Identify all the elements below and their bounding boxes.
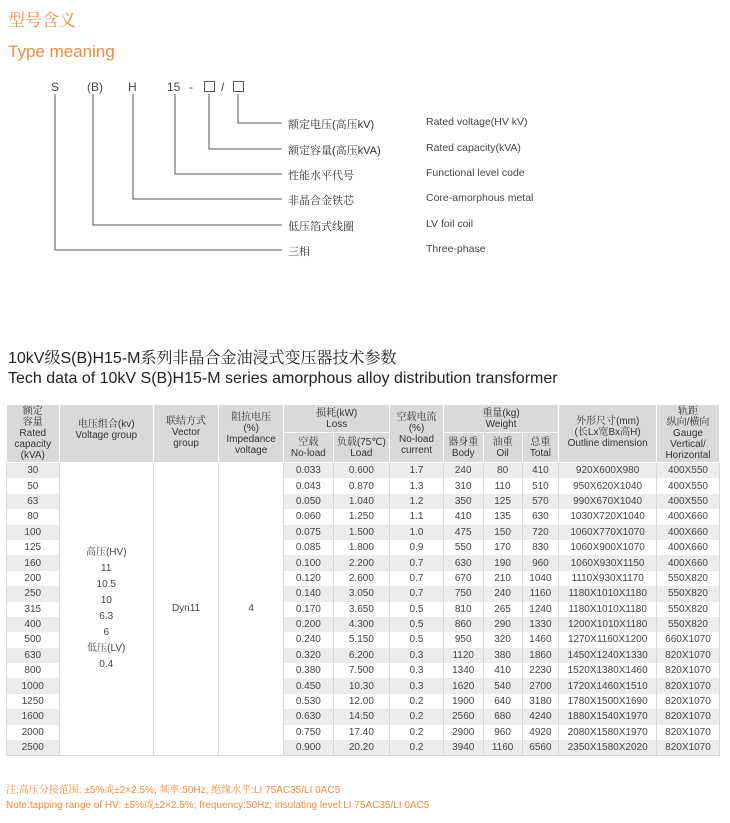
cell-noload-current: 0.5 [390, 602, 444, 617]
desc-en-rated-capacity: Rated capacity(kVA) [426, 142, 521, 154]
cell-oil-weight: 125 [483, 494, 522, 509]
desc-cn-level-code: 性能水平代号 [288, 170, 354, 182]
cell-noload-loss: 0.075 [284, 525, 333, 540]
cell-gauge: 550X820 [656, 571, 719, 586]
cell-outline-dimension: 1030X720X1040 [559, 509, 657, 524]
cell-body-weight: 1340 [443, 663, 483, 678]
cell-load-loss: 4.300 [333, 617, 390, 632]
cell-gauge: 400X550 [656, 494, 719, 509]
type-meaning-leader-lines [0, 0, 730, 270]
cell-outline-dimension: 2080X1580X1970 [559, 725, 657, 740]
desc-en-foil-coil: LV foil coil [426, 218, 474, 230]
cell-gauge: 820X1070 [656, 725, 719, 740]
cell-total-weight: 1860 [522, 648, 559, 663]
cell-total-weight: 1160 [522, 586, 559, 601]
cell-total-weight: 1240 [522, 602, 559, 617]
cell-noload-loss: 0.900 [284, 740, 333, 756]
desc-cn-foil-coil: 低压箔式线圈 [288, 221, 354, 233]
header-body-weight: 器身重 Body [443, 433, 483, 463]
impedance-cell: 4 [219, 463, 284, 756]
cell-outline-dimension: 1110X930X1170 [559, 571, 657, 586]
cell-noload-loss: 0.033 [284, 463, 333, 479]
voltage-group-item: 10.5 [96, 579, 116, 591]
cell-total-weight: 720 [522, 525, 559, 540]
cell-body-weight: 550 [443, 540, 483, 555]
cell-capacity: 125 [7, 540, 60, 555]
cell-noload-loss: 0.380 [284, 663, 333, 678]
cell-noload-loss: 0.043 [284, 478, 333, 493]
cell-noload-current: 0.7 [390, 555, 444, 570]
cell-total-weight: 1460 [522, 632, 559, 647]
cell-gauge: 820X1070 [656, 663, 719, 678]
cell-capacity: 630 [7, 648, 60, 663]
cell-noload-current: 0.3 [390, 663, 444, 678]
header-weight: 重量(kg) Weight [443, 405, 559, 433]
cell-outline-dimension: 1270X1160X1200 [559, 632, 657, 647]
cell-noload-current: 0.2 [390, 709, 444, 724]
cell-oil-weight: 265 [483, 602, 522, 617]
cell-outline-dimension: 1060X900X1070 [559, 540, 657, 555]
cell-capacity: 1250 [7, 694, 60, 709]
cell-noload-loss: 0.320 [284, 648, 333, 663]
tech-title-en: Tech data of 10kV S(B)H15-M series amorphous alloy distribution transformer [8, 370, 558, 387]
cell-outline-dimension: 1180X1010X1180 [559, 602, 657, 617]
cell-load-loss: 10.30 [333, 678, 390, 693]
cell-noload-loss: 0.100 [284, 555, 333, 570]
cell-outline-dimension: 1880X1540X1970 [559, 709, 657, 724]
cell-body-weight: 240 [443, 463, 483, 479]
cell-capacity: 30 [7, 463, 60, 479]
cell-oil-weight: 960 [483, 725, 522, 740]
cell-noload-loss: 0.450 [284, 678, 333, 693]
cell-oil-weight: 680 [483, 709, 522, 724]
cell-noload-loss: 0.085 [284, 540, 333, 555]
cell-noload-current: 0.2 [390, 740, 444, 756]
cell-total-weight: 570 [522, 494, 559, 509]
code-dash: - [189, 80, 193, 94]
cell-noload-current: 0.5 [390, 617, 444, 632]
cell-body-weight: 810 [443, 602, 483, 617]
cell-load-loss: 17.40 [333, 725, 390, 740]
cell-total-weight: 6560 [522, 740, 559, 756]
cell-gauge: 550X820 [656, 602, 719, 617]
header-gauge: 轨距 纵向/横向 Gauge Vertical/ Horizontal [656, 405, 719, 463]
cell-oil-weight: 410 [483, 663, 522, 678]
voltage-group-item: 0.4 [99, 659, 114, 671]
cell-total-weight: 4920 [522, 725, 559, 740]
desc-cn-core: 非晶合金铁芯 [288, 195, 354, 207]
code-15: 15 [167, 80, 181, 94]
cell-gauge: 660X1070 [656, 632, 719, 647]
cell-oil-weight: 150 [483, 525, 522, 540]
cell-load-loss: 0.600 [333, 463, 390, 479]
cell-outline-dimension: 1720X1460X1510 [559, 678, 657, 693]
cell-load-loss: 12.00 [333, 694, 390, 709]
cell-capacity: 1000 [7, 678, 60, 693]
cell-noload-loss: 0.630 [284, 709, 333, 724]
cell-capacity: 100 [7, 525, 60, 540]
note-en: Note:tapping range of HV: ±5%或±2×2.5%; frequency:50Hz; insulating level:LI 75AC35/LI 0AC5 [6, 800, 430, 811]
cell-total-weight: 630 [522, 509, 559, 524]
cell-gauge: 820X1070 [656, 648, 719, 663]
cell-outline-dimension: 950X620X1040 [559, 478, 657, 493]
cell-oil-weight: 1160 [483, 740, 522, 756]
voltage-group-item: 10 [100, 595, 112, 607]
cell-capacity: 800 [7, 663, 60, 678]
desc-cn-three-phase: 三相 [288, 246, 310, 258]
cell-outline-dimension: 1450X1240X1330 [559, 648, 657, 663]
cell-noload-current: 0.7 [390, 571, 444, 586]
voltage-group-item: 6 [103, 627, 110, 639]
cell-noload-loss: 0.170 [284, 602, 333, 617]
table-row [7, 463, 720, 479]
cell-total-weight: 2700 [522, 678, 559, 693]
cell-total-weight: 510 [522, 478, 559, 493]
cell-capacity: 1600 [7, 709, 60, 724]
desc-en-level-code: Functional level code [426, 167, 525, 179]
cell-body-weight: 350 [443, 494, 483, 509]
cell-oil-weight: 240 [483, 586, 522, 601]
cell-outline-dimension: 1780X1500X1690 [559, 694, 657, 709]
cell-capacity: 200 [7, 571, 60, 586]
desc-cn-rated-capacity: 额定容量(高压kVA) [288, 145, 381, 157]
tech-table-body [7, 463, 720, 756]
code-slash: / [221, 80, 225, 94]
cell-gauge: 400X660 [656, 509, 719, 524]
cell-load-loss: 3.650 [333, 602, 390, 617]
desc-en-three-phase: Three-phase [426, 243, 486, 255]
cell-oil-weight: 640 [483, 694, 522, 709]
cell-oil-weight: 290 [483, 617, 522, 632]
cell-body-weight: 1620 [443, 678, 483, 693]
vector-group-cell: Dyn11 [154, 463, 219, 756]
cell-outline-dimension: 1060X930X1150 [559, 555, 657, 570]
header-outline-dimension: 外形尺寸(mm) (长Lx宽Bx高H) Outline dimension [559, 405, 657, 463]
cell-load-loss: 1.800 [333, 540, 390, 555]
cell-total-weight: 2230 [522, 663, 559, 678]
cell-outline-dimension: 1180X1010X1180 [559, 586, 657, 601]
cell-oil-weight: 380 [483, 648, 522, 663]
cell-body-weight: 750 [443, 586, 483, 601]
cell-noload-current: 0.3 [390, 648, 444, 663]
cell-load-loss: 2.600 [333, 571, 390, 586]
voltage-group-item: 低压(LV) [87, 643, 126, 655]
cell-gauge: 820X1070 [656, 740, 719, 756]
cell-body-weight: 1900 [443, 694, 483, 709]
cell-noload-current: 0.7 [390, 586, 444, 601]
cell-oil-weight: 80 [483, 463, 522, 479]
note-cn: 注:高压分接范围: ±5%或±2×2.5%; 频率:50Hz; 绝缘水平:LI 75AC35/LI 0AC5 [6, 785, 341, 796]
cell-noload-current: 1.3 [390, 478, 444, 493]
cell-noload-current: 1.2 [390, 494, 444, 509]
cell-load-loss: 6.200 [333, 648, 390, 663]
cell-body-weight: 410 [443, 509, 483, 524]
cell-outline-dimension: 2350X1580X2020 [559, 740, 657, 756]
cell-gauge: 820X1070 [656, 709, 719, 724]
cell-gauge: 400X660 [656, 525, 719, 540]
cell-load-loss: 2.200 [333, 555, 390, 570]
cell-capacity: 80 [7, 509, 60, 524]
cell-load-loss: 3.050 [333, 586, 390, 601]
cell-outline-dimension: 920X600X980 [559, 463, 657, 479]
cell-noload-current: 1.0 [390, 525, 444, 540]
desc-en-rated-voltage: Rated voltage(HV kV) [426, 116, 528, 128]
cell-gauge: 820X1070 [656, 678, 719, 693]
cell-noload-current: 0.5 [390, 632, 444, 647]
voltage-group-item: 高压(HV) [85, 547, 127, 559]
cell-capacity: 2000 [7, 725, 60, 740]
cell-load-loss: 5.150 [333, 632, 390, 647]
cell-total-weight: 960 [522, 555, 559, 570]
cell-total-weight: 830 [522, 540, 559, 555]
cell-noload-loss: 0.140 [284, 586, 333, 601]
cell-load-loss: 20.20 [333, 740, 390, 756]
cell-gauge: 400X550 [656, 478, 719, 493]
cell-gauge: 400X660 [656, 555, 719, 570]
cell-noload-current: 0.9 [390, 540, 444, 555]
cell-body-weight: 475 [443, 525, 483, 540]
cell-noload-current: 0.3 [390, 678, 444, 693]
cell-body-weight: 860 [443, 617, 483, 632]
cell-body-weight: 310 [443, 478, 483, 493]
cell-load-loss: 14.50 [333, 709, 390, 724]
header-capacity: 额定 容量 Rated capacity (kVA) [7, 405, 60, 463]
cell-total-weight: 410 [522, 463, 559, 479]
cell-body-weight: 2560 [443, 709, 483, 724]
cell-total-weight: 3180 [522, 694, 559, 709]
cell-capacity: 160 [7, 555, 60, 570]
cell-noload-current: 1.7 [390, 463, 444, 479]
desc-en-core: Core-amorphous metal [426, 192, 534, 204]
type-meaning-title-cn: 型号含义 [8, 11, 76, 30]
cell-total-weight: 4240 [522, 709, 559, 724]
cell-oil-weight: 110 [483, 478, 522, 493]
header-vector-group: 联结方式 Vector group [154, 405, 219, 463]
header-noload-loss: 空载 No-load [284, 433, 333, 463]
header-voltage-group: 电压组合(kv) Voltage group [59, 405, 154, 463]
cell-oil-weight: 170 [483, 540, 522, 555]
cell-load-loss: 1.040 [333, 494, 390, 509]
cell-body-weight: 950 [443, 632, 483, 647]
cell-capacity: 500 [7, 632, 60, 647]
cell-load-loss: 1.500 [333, 525, 390, 540]
cell-noload-current: 0.2 [390, 694, 444, 709]
cell-capacity: 63 [7, 494, 60, 509]
cell-outline-dimension: 990X670X1040 [559, 494, 657, 509]
cell-load-loss: 7.500 [333, 663, 390, 678]
header-oil-weight: 油重 Oil [483, 433, 522, 463]
cell-gauge: 550X820 [656, 617, 719, 632]
header-loss: 损耗(kW) Loss [284, 405, 390, 433]
cell-body-weight: 1120 [443, 648, 483, 663]
cell-load-loss: 1.250 [333, 509, 390, 524]
cell-capacity: 315 [7, 602, 60, 617]
cell-noload-loss: 0.200 [284, 617, 333, 632]
cell-noload-loss: 0.750 [284, 725, 333, 740]
header-load-loss: 负载(75℃) Load [333, 433, 390, 463]
cell-gauge: 820X1070 [656, 694, 719, 709]
cell-outline-dimension: 1520X1380X1460 [559, 663, 657, 678]
cell-noload-loss: 0.120 [284, 571, 333, 586]
cell-capacity: 250 [7, 586, 60, 601]
code-b: (B) [87, 80, 103, 94]
cell-oil-weight: 320 [483, 632, 522, 647]
cell-noload-loss: 0.050 [284, 494, 333, 509]
header-total-weight: 总重 Total [522, 433, 559, 463]
header-impedance: 阻抗电压 (%) Impedance voltage [219, 405, 284, 463]
cell-gauge: 550X820 [656, 586, 719, 601]
voltage-group-item: 6.3 [99, 611, 114, 623]
code-s: S [51, 80, 60, 94]
cell-body-weight: 630 [443, 555, 483, 570]
cell-gauge: 400X660 [656, 540, 719, 555]
cell-outline-dimension: 1060X770X1070 [559, 525, 657, 540]
cell-total-weight: 1040 [522, 571, 559, 586]
cell-oil-weight: 210 [483, 571, 522, 586]
tech-title-cn: 10kV级S(B)H15-M系列非晶合金油浸式变压器技术参数 [8, 350, 397, 367]
header-noload-current: 空载电流 (%) No-load current [390, 405, 444, 463]
cell-body-weight: 3940 [443, 740, 483, 756]
cell-noload-loss: 0.530 [284, 694, 333, 709]
cell-load-loss: 0.870 [333, 478, 390, 493]
cell-gauge: 400X550 [656, 463, 719, 479]
cell-body-weight: 2900 [443, 725, 483, 740]
type-meaning-title-en: Type meaning [8, 42, 115, 61]
cell-capacity: 50 [7, 478, 60, 493]
cell-body-weight: 670 [443, 571, 483, 586]
tech-data-table [6, 404, 720, 756]
desc-cn-rated-voltage: 额定电压(高压kV) [288, 119, 375, 131]
voltage-group-item: 11 [101, 563, 112, 575]
cell-capacity: 2500 [7, 740, 60, 756]
code-h: H [128, 80, 137, 94]
cell-outline-dimension: 1200X1010X1180 [559, 617, 657, 632]
cell-oil-weight: 190 [483, 555, 522, 570]
cell-noload-current: 1.1 [390, 509, 444, 524]
cell-noload-loss: 0.240 [284, 632, 333, 647]
cell-noload-current: 0.2 [390, 725, 444, 740]
voltage-group-cell [59, 463, 154, 756]
cell-oil-weight: 540 [483, 678, 522, 693]
cell-capacity: 400 [7, 617, 60, 632]
cell-noload-loss: 0.060 [284, 509, 333, 524]
cell-oil-weight: 135 [483, 509, 522, 524]
cell-total-weight: 1330 [522, 617, 559, 632]
